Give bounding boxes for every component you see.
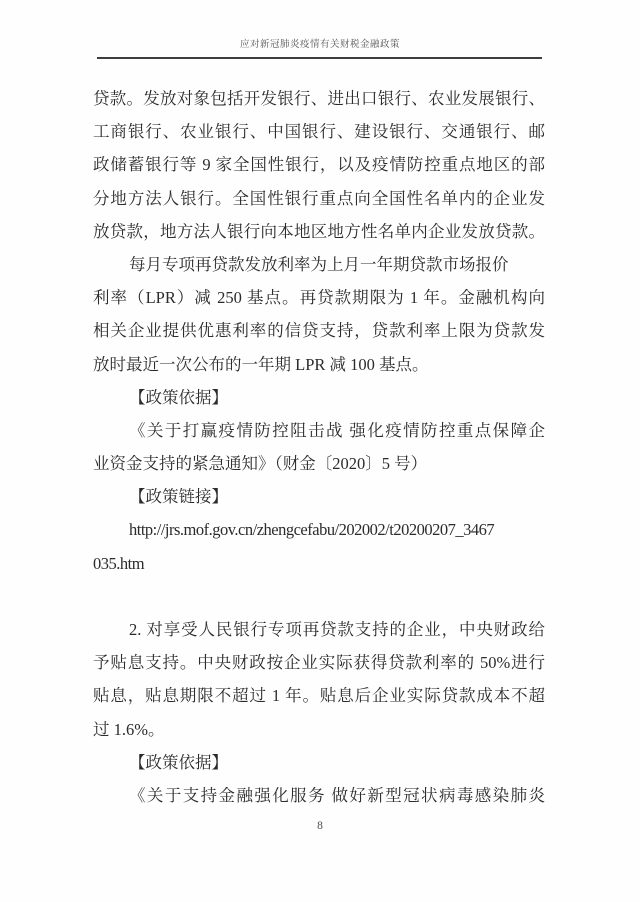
text-line: 工商银行、农业银行、中国银行、建设银行、交通银行、邮 bbox=[93, 122, 545, 142]
text-line: 每月专项再贷款发放利率为上月一年期贷款市场报价 bbox=[129, 254, 509, 274]
text-line: 相关企业提供优惠利率的信贷支持，贷款利率上限为贷款发 bbox=[93, 321, 545, 341]
policy-link-line: 035.htm bbox=[93, 553, 145, 573]
text-line: 业资金支持的紧急通知》（财金〔2020〕5 号） bbox=[93, 454, 428, 474]
text-line: 《关于打赢疫情防控阻击战 强化疫情防控重点保障企 bbox=[129, 420, 545, 440]
section-label-line: 【政策链接】 bbox=[129, 487, 228, 507]
text-line: 分地方法人银行。全国性银行重点向全国性名单内的企业发 bbox=[93, 188, 545, 208]
text-line: 政储蓄银行等 9 家全国性银行，以及疫情防控重点地区的部 bbox=[93, 155, 545, 175]
page-number: 8 bbox=[317, 820, 323, 832]
text-line: 予贴息支持。中央财政按企业实际获得贷款利率的 50%进行 bbox=[93, 653, 545, 673]
text-line: 《关于支持金融强化服务 做好新型冠状病毒感染肺炎 bbox=[129, 785, 545, 805]
section-label-line: 【政策依据】 bbox=[129, 387, 228, 407]
text-line: 利率（LPR）减 250 基点。再贷款期限为 1 年。金融机构向 bbox=[93, 288, 545, 308]
text-line: 贷款。发放对象包括开发银行、进出口银行、农业发展银行、 bbox=[93, 89, 545, 108]
text-line: 放贷款，地方法人银行向本地区地方性名单内企业发放贷款。 bbox=[93, 221, 545, 241]
policy-link-line: http://jrs.mof.gov.cn/zhengcefabu/202002/t20200207_3467 bbox=[129, 520, 495, 540]
document-body bbox=[93, 82, 545, 812]
text-line: 2. 对享受人民银行专项再贷款支持的企业，中央财政给 bbox=[129, 620, 545, 639]
text-line: 放时最近一次公布的一年期 LPR 减 100 基点。 bbox=[93, 354, 429, 374]
header-rule bbox=[97, 57, 542, 59]
section-label-line: 【政策依据】 bbox=[129, 752, 228, 772]
text-line: 贴息，贴息期限不超过 1 年。贴息后企业实际贷款成本不超 bbox=[93, 686, 545, 706]
running-header-title: 应对新冠肺炎疫情有关财税金融政策 bbox=[239, 40, 400, 50]
text-line: 过 1.6%。 bbox=[93, 719, 165, 739]
